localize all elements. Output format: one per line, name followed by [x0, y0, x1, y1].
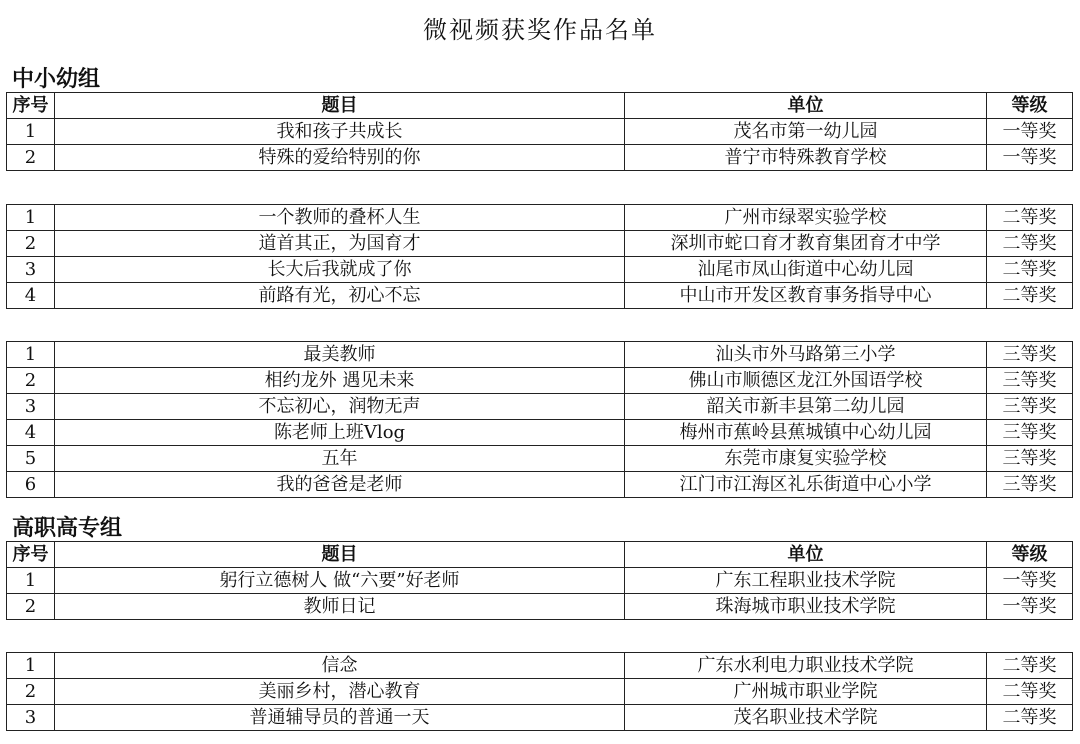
cell-grade: 三等奖 — [987, 394, 1073, 420]
table-row — [7, 257, 1073, 283]
table-row — [7, 342, 1073, 368]
award-table-vocational-second-prize — [6, 652, 1073, 731]
cell-unit: 东莞市康复实验学校 — [625, 446, 987, 472]
cell-title: 陈老师上班Vlog — [55, 420, 625, 446]
award-table-primary-first-prize — [6, 92, 1073, 171]
cell-unit: 汕头市外马路第三小学 — [625, 342, 987, 368]
cell-unit: 梅州市蕉岭县蕉城镇中心幼儿园 — [625, 420, 987, 446]
section-title-primary: 中小幼组 — [12, 67, 101, 92]
cell-grade: 三等奖 — [987, 472, 1073, 498]
award-table-primary-second-prize — [6, 204, 1073, 309]
table-row — [7, 231, 1073, 257]
header-unit: 单位 — [625, 542, 987, 568]
table-row — [7, 119, 1073, 145]
cell-no: 2 — [7, 145, 55, 171]
cell-title: 五年 — [55, 446, 625, 472]
cell-unit: 韶关市新丰县第二幼儿园 — [625, 394, 987, 420]
cell-no: 3 — [7, 257, 55, 283]
cell-grade: 一等奖 — [987, 145, 1073, 171]
cell-title: 美丽乡村，潜心教育 — [55, 679, 625, 705]
cell-title: 道首其正，为国育才 — [55, 231, 625, 257]
header-unit: 单位 — [625, 93, 987, 119]
cell-no: 2 — [7, 231, 55, 257]
cell-unit: 佛山市顺德区龙江外国语学校 — [625, 368, 987, 394]
table-row — [7, 653, 1073, 679]
cell-grade: 一等奖 — [987, 594, 1073, 620]
cell-unit: 茂名职业技术学院 — [625, 705, 987, 731]
cell-grade: 二等奖 — [987, 283, 1073, 309]
cell-title: 相约龙外 遇见未来 — [55, 368, 625, 394]
cell-unit: 中山市开发区教育事务指导中心 — [625, 283, 987, 309]
cell-title: 最美教师 — [55, 342, 625, 368]
cell-no: 3 — [7, 705, 55, 731]
cell-grade: 一等奖 — [987, 568, 1073, 594]
cell-no: 4 — [7, 283, 55, 309]
cell-grade: 三等奖 — [987, 420, 1073, 446]
cell-title: 长大后我就成了你 — [55, 257, 625, 283]
table-row — [7, 368, 1073, 394]
table-row — [7, 472, 1073, 498]
cell-unit: 广州城市职业学院 — [625, 679, 987, 705]
table-row — [7, 283, 1073, 309]
header-title: 题目 — [55, 542, 625, 568]
header-no: 序号 — [7, 542, 55, 568]
table-row — [7, 594, 1073, 620]
cell-title: 躬行立德树人 做“六要”好老师 — [55, 568, 625, 594]
cell-no: 1 — [7, 119, 55, 145]
table-header-row — [7, 93, 1073, 119]
document-title: 微视频获奖作品名单 — [423, 16, 657, 44]
cell-grade: 二等奖 — [987, 679, 1073, 705]
cell-title: 前路有光，初心不忘 — [55, 283, 625, 309]
table-row — [7, 394, 1073, 420]
cell-grade: 二等奖 — [987, 205, 1073, 231]
cell-title: 信念 — [55, 653, 625, 679]
cell-title: 不忘初心，润物无声 — [55, 394, 625, 420]
header-grade: 等级 — [987, 542, 1073, 568]
cell-no: 2 — [7, 679, 55, 705]
cell-unit: 广东工程职业技术学院 — [625, 568, 987, 594]
cell-unit: 广东水利电力职业技术学院 — [625, 653, 987, 679]
cell-grade: 三等奖 — [987, 446, 1073, 472]
cell-unit: 珠海城市职业技术学院 — [625, 594, 987, 620]
cell-title: 教师日记 — [55, 594, 625, 620]
cell-no: 1 — [7, 568, 55, 594]
table-row — [7, 568, 1073, 594]
cell-grade: 二等奖 — [987, 653, 1073, 679]
cell-unit: 茂名市第一幼儿园 — [625, 119, 987, 145]
cell-title: 我和孩子共成长 — [55, 119, 625, 145]
table-row — [7, 205, 1073, 231]
cell-no: 1 — [7, 653, 55, 679]
section-title-vocational: 高职高专组 — [12, 516, 123, 541]
cell-unit: 江门市江海区礼乐街道中心小学 — [625, 472, 987, 498]
cell-title: 普通辅导员的普通一天 — [55, 705, 625, 731]
cell-no: 2 — [7, 594, 55, 620]
cell-title: 一个教师的叠杯人生 — [55, 205, 625, 231]
table-row — [7, 420, 1073, 446]
cell-no: 1 — [7, 342, 55, 368]
cell-unit: 汕尾市凤山街道中心幼儿园 — [625, 257, 987, 283]
award-table-primary-third-prize — [6, 341, 1073, 498]
header-no: 序号 — [7, 93, 55, 119]
table-row — [7, 705, 1073, 731]
table-row — [7, 446, 1073, 472]
cell-grade: 一等奖 — [987, 119, 1073, 145]
cell-grade: 二等奖 — [987, 231, 1073, 257]
cell-grade: 二等奖 — [987, 705, 1073, 731]
cell-no: 5 — [7, 446, 55, 472]
cell-unit: 深圳市蛇口育才教育集团育才中学 — [625, 231, 987, 257]
cell-grade: 三等奖 — [987, 342, 1073, 368]
cell-title: 我的爸爸是老师 — [55, 472, 625, 498]
table-row — [7, 145, 1073, 171]
cell-unit: 普宁市特殊教育学校 — [625, 145, 987, 171]
cell-grade: 二等奖 — [987, 257, 1073, 283]
cell-grade: 三等奖 — [987, 368, 1073, 394]
award-table-vocational-first-prize — [6, 541, 1073, 620]
cell-no: 4 — [7, 420, 55, 446]
cell-unit: 广州市绿翠实验学校 — [625, 205, 987, 231]
cell-no: 1 — [7, 205, 55, 231]
header-grade: 等级 — [987, 93, 1073, 119]
header-title: 题目 — [55, 93, 625, 119]
table-row — [7, 679, 1073, 705]
cell-title: 特殊的爱给特别的你 — [55, 145, 625, 171]
cell-no: 2 — [7, 368, 55, 394]
table-header-row — [7, 542, 1073, 568]
cell-no: 3 — [7, 394, 55, 420]
cell-no: 6 — [7, 472, 55, 498]
